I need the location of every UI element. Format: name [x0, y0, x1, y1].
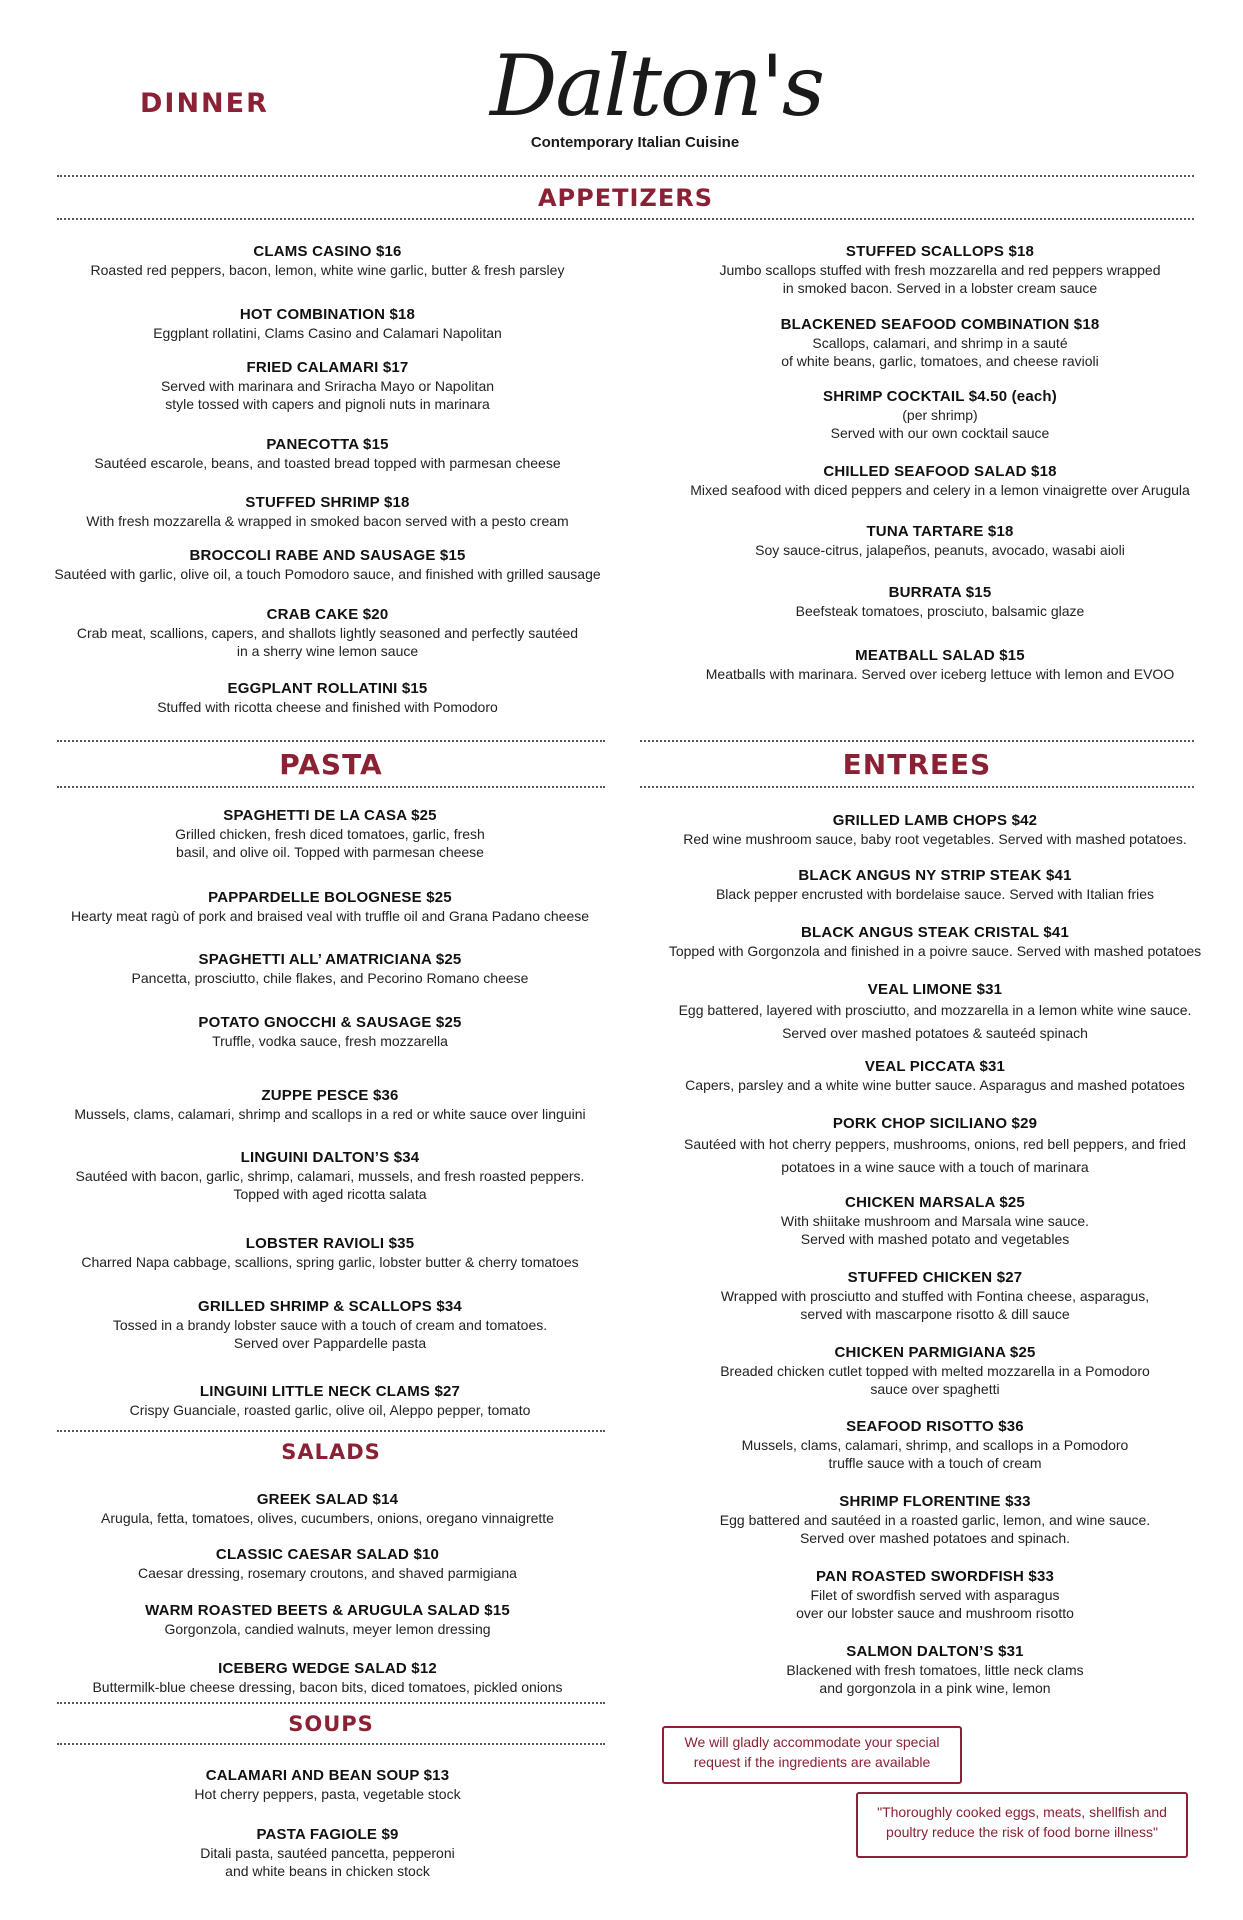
menu-item — [640, 1057, 1230, 1094]
menu-item-name: VEAL PICCATA $31 — [864, 1058, 1006, 1075]
logo-tagline: Contemporary Italian Cuisine — [530, 134, 740, 151]
menu-item — [40, 1148, 620, 1203]
menu-item-name: PORK CHOP SICILIANO $29 — [832, 1115, 1038, 1132]
menu-item-name: ICEBERG WEDGE SALAD $12 — [218, 1660, 437, 1677]
menu-item-name: CLAMS CASINO $16 — [253, 243, 402, 260]
menu-item-description: Gorgonzola, candied walnuts, meyer lemon dressing — [164, 1621, 491, 1637]
menu-item — [40, 1601, 615, 1638]
menu-item — [40, 546, 615, 583]
menu-item-description: Meatballs with marinara. Served over iceberg lettuce with lemon and EVOO — [705, 666, 1175, 682]
menu-item — [640, 1417, 1230, 1472]
menu-item — [650, 583, 1230, 620]
section-title-soups: SOUPS — [288, 1712, 374, 1736]
menu-item-description: Breaded chicken cutlet topped with melted mozzarella in a Pomodoro — [720, 1363, 1150, 1379]
menu-item-name: BROCCOLI RABE AND SAUSAGE $15 — [189, 547, 466, 564]
menu-item-description: Mussels, clams, calamari, shrimp and scallops in a red or white sauce over linguini — [74, 1106, 586, 1122]
menu-item-description: potatoes in a wine sauce with a touch of marinara — [781, 1159, 1089, 1175]
menu-item-description: Crispy Guanciale, roasted garlic, olive oil, Aleppo pepper, tomato — [129, 1402, 531, 1418]
menu-item-description: of white beans, garlic, tomatoes, and cheese ravioli — [781, 353, 1099, 369]
note-line: poultry reduce the risk of food borne illness" — [886, 1824, 1158, 1840]
menu-item-name: CLASSIC CAESAR SALAD $10 — [215, 1546, 440, 1563]
menu-item-description: Served over mashed potatoes & sauteéd spinach — [782, 1025, 1088, 1041]
menu-item-description: Ditali pasta, sautéed pancetta, pepperoni — [200, 1845, 455, 1861]
divider — [640, 786, 1194, 788]
menu-item-description: Red wine mushroom sauce, baby root vegetables. Served with mashed potatoes. — [683, 831, 1187, 847]
menu-item — [640, 923, 1230, 960]
menu-item — [650, 462, 1230, 499]
menu-item-name: GREEK SALAD $14 — [256, 1491, 399, 1508]
menu-item-description: Jumbo scallops stuffed with fresh mozzarella and red peppers wrapped — [719, 262, 1161, 278]
menu-item-description: With fresh mozzarella & wrapped in smoked bacon served with a pesto cream — [86, 513, 569, 529]
menu-item-description: Served with our own cocktail sauce — [830, 425, 1050, 441]
menu-item-description: With shiitake mushroom and Marsala wine sauce. — [780, 1213, 1090, 1229]
menu-item-name: CHICKEN PARMIGIANA $25 — [834, 1344, 1036, 1361]
menu-item — [40, 1545, 615, 1582]
menu-item — [640, 1114, 1230, 1179]
menu-item — [40, 1659, 615, 1696]
menu-item-description: Scallops, calamari, and shrimp in a sauté — [812, 335, 1068, 351]
menu-item-name: SALMON DALTON’S $31 — [846, 1643, 1024, 1660]
menu-item-description: and gorgonzola in a pink wine, lemon — [819, 1680, 1051, 1696]
menu-item-name: EGGPLANT ROLLATINI $15 — [227, 680, 428, 697]
menu-item — [40, 1825, 615, 1880]
menu-item — [40, 1297, 620, 1352]
section-title-pasta: PASTA — [279, 748, 383, 781]
menu-item-name: PAPPARDELLE BOLOGNESE $25 — [208, 889, 452, 906]
menu-item — [40, 679, 615, 716]
divider — [640, 740, 1194, 742]
divider — [57, 218, 1194, 220]
menu-item — [650, 646, 1230, 683]
menu-item — [650, 522, 1230, 559]
menu-item — [40, 1086, 620, 1123]
menu-item — [40, 1382, 620, 1419]
menu-item — [40, 1766, 615, 1803]
menu-item-description: Capers, parsley and a white wine butter sauce. Asparagus and mashed potatoes — [685, 1077, 1185, 1093]
menu-item — [40, 806, 620, 861]
menu-item-name: SPAGHETTI DE LA CASA $25 — [223, 807, 437, 824]
menu-item-name: CALAMARI AND BEAN SOUP $13 — [205, 1767, 450, 1784]
menu-item-description: Hot cherry peppers, pasta, vegetable stock — [194, 1786, 461, 1802]
menu-item — [40, 1013, 620, 1050]
menu-item-description: sauce over spaghetti — [870, 1381, 1000, 1397]
menu-item-description: Tossed in a brandy lobster sauce with a touch of cream and tomatoes. — [112, 1317, 548, 1333]
menu-item-name: PAN ROASTED SWORDFISH $33 — [815, 1568, 1055, 1585]
menu-item — [40, 493, 615, 530]
menu-item-description: Served over Pappardelle pasta — [233, 1335, 427, 1351]
menu-item-description: Hearty meat ragù of pork and braised veal with truffle oil and Grana Padano cheese — [70, 908, 590, 924]
menu-item-name: CHICKEN MARSALA $25 — [845, 1194, 1025, 1211]
menu-item — [40, 950, 620, 987]
menu-item-description: Caesar dressing, rosemary croutons, and shaved parmigiana — [138, 1565, 517, 1581]
menu-item-name: LINGUINI DALTON’S $34 — [240, 1149, 420, 1166]
menu-item — [650, 387, 1230, 442]
section-title-salads: SALADS — [281, 1440, 381, 1464]
menu-item-description: Mussels, clams, calamari, shrimp, and scallops in a Pomodoro — [741, 1437, 1129, 1453]
menu-item-description: Egg battered and sautéed in a roasted garlic, lemon, and wine sauce. — [719, 1512, 1151, 1528]
menu-item — [40, 1490, 615, 1527]
menu-item-name: LOBSTER RAVIOLI $35 — [245, 1235, 415, 1252]
menu-item-name: STUFFED SHRIMP $18 — [245, 494, 410, 511]
menu-item-description: Mixed seafood with diced peppers and celery in a lemon vinaigrette over Arugula — [690, 482, 1190, 498]
menu-item — [640, 1567, 1230, 1622]
menu-item-description: Buttermilk-blue cheese dressing, bacon bits, diced tomatoes, pickled onions — [92, 1679, 563, 1695]
menu-item — [40, 1234, 620, 1271]
menu-item — [640, 1343, 1230, 1398]
divider — [57, 740, 605, 742]
menu-item-description: Served with marinara and Sriracha Mayo or Napolitan — [160, 378, 495, 394]
menu-item-name: CRAB CAKE $20 — [266, 606, 389, 623]
food-safety-note — [856, 1792, 1188, 1858]
menu-item-description: truffle sauce with a touch of cream — [828, 1455, 1042, 1471]
menu-item-name: SEAFOOD RISOTTO $36 — [846, 1418, 1024, 1435]
divider — [57, 1430, 605, 1432]
menu-item — [40, 242, 615, 279]
note-line: "Thoroughly cooked eggs, meats, shellfish and — [877, 1804, 1167, 1820]
menu-item-description: Blackened with fresh tomatoes, little neck clams — [786, 1662, 1084, 1678]
section-title-entrees: ENTREES — [842, 748, 992, 781]
note-line: request if the ingredients are available — [693, 1754, 931, 1770]
menu-item-description: Pancetta, prosciutto, chile flakes, and Pecorino Romano cheese — [131, 970, 529, 986]
menu-item-description: Soy sauce-citrus, jalapeños, peanuts, avocado, wasabi aioli — [755, 542, 1125, 558]
menu-item-description: Roasted red peppers, bacon, lemon, white wine garlic, butter & fresh parsley — [90, 262, 565, 278]
menu-item-description: Truffle, vodka sauce, fresh mozzarella — [212, 1033, 448, 1049]
menu-item-name: SPAGHETTI ALL’ AMATRICIANA $25 — [198, 951, 462, 968]
menu-item-name: POTATO GNOCCHI & SAUSAGE $25 — [198, 1014, 462, 1031]
menu-item-name: GRILLED LAMB CHOPS $42 — [832, 812, 1038, 829]
menu-item-name: SHRIMP FLORENTINE $33 — [839, 1493, 1031, 1510]
menu-item-name: BLACKENED SEAFOOD COMBINATION $18 — [780, 316, 1100, 333]
menu-item — [40, 888, 620, 925]
menu-item-description: Black pepper encrusted with bordelaise sauce. Served with Italian fries — [715, 886, 1155, 902]
menu-item-name: GRILLED SHRIMP & SCALLOPS $34 — [198, 1298, 462, 1315]
menu-item-name: MEATBALL SALAD $15 — [855, 647, 1025, 664]
special-request-note — [662, 1726, 962, 1784]
menu-item — [40, 605, 615, 660]
menu-item-name: BLACK ANGUS NY STRIP STEAK $41 — [798, 867, 1072, 884]
menu-item-name: BURRATA $15 — [888, 584, 992, 601]
note-line: We will gladly accommodate your special — [684, 1734, 940, 1750]
menu-item — [650, 242, 1230, 297]
menu-item-description: Wrapped with prosciutto and stuffed with Fontina cheese, asparagus, — [720, 1288, 1150, 1304]
menu-item-name: LINGUINI LITTLE NECK CLAMS $27 — [199, 1383, 461, 1400]
menu-item — [40, 305, 615, 342]
menu-item — [40, 435, 615, 472]
meal-title: DINNER — [140, 88, 269, 119]
divider — [57, 1702, 605, 1704]
menu-item-description: Sautéed with garlic, olive oil, a touch Pomodoro sauce, and finished with grilled sausage — [54, 566, 601, 582]
menu-item-description: Served with mashed potato and vegetables — [800, 1231, 1070, 1247]
divider — [57, 786, 605, 788]
menu-item-description: Stuffed with ricotta cheese and finished with Pomodoro — [157, 699, 498, 715]
section-title-appetizers: APPETIZERS — [537, 184, 713, 212]
menu-item-description: Beefsteak tomatoes, prosciuto, balsamic glaze — [795, 603, 1085, 619]
menu-item-description: in smoked bacon. Served in a lobster cream sauce — [782, 280, 1098, 296]
menu-item-name: PANECOTTA $15 — [266, 436, 389, 453]
menu-item-description: style tossed with capers and pignoli nuts in marinara — [165, 396, 490, 412]
divider — [57, 1743, 605, 1745]
menu-item-description: Topped with aged ricotta salata — [233, 1186, 427, 1202]
menu-item-description: in a sherry wine lemon sauce — [236, 643, 419, 659]
menu-item-description: over our lobster sauce and mushroom risotto — [796, 1605, 1074, 1621]
menu-item — [640, 980, 1230, 1045]
menu-item-description: Topped with Gorgonzola and finished in a poivre sauce. Served with mashed potatoes — [668, 943, 1202, 959]
menu-item-description: Arugula, fetta, tomatoes, olives, cucumbers, onions, oregano vinnaigrette — [101, 1510, 554, 1526]
menu-item-description: Served over mashed potatoes and spinach. — [799, 1530, 1071, 1546]
menu-item-description: basil, and olive oil. Topped with parmesan cheese — [176, 844, 484, 860]
menu-item-name: FRIED CALAMARI $17 — [246, 359, 409, 376]
menu-item-name: ZUPPE PESCE $36 — [261, 1087, 399, 1104]
menu-item-description: and white beans in chicken stock — [225, 1863, 430, 1879]
menu-item-name: CHILLED SEAFOOD SALAD $18 — [823, 463, 1057, 480]
menu-item-description: (per shrimp) — [902, 407, 978, 423]
logo-wordmark: Dalton's — [490, 37, 823, 135]
menu-item-name: PASTA FAGIOLE $9 — [256, 1826, 399, 1843]
menu-item-description: Charred Napa cabbage, scallions, spring garlic, lobster butter & cherry tomatoes — [81, 1254, 579, 1270]
menu-item-name: STUFFED SCALLOPS $18 — [845, 243, 1035, 260]
menu-item — [640, 811, 1230, 848]
menu-item-name: HOT COMBINATION $18 — [239, 306, 416, 323]
menu-item-name: BLACK ANGUS STEAK CRISTAL $41 — [800, 924, 1070, 941]
menu-item-description: Sautéed with bacon, garlic, shrimp, calamari, mussels, and fresh roasted peppers. — [75, 1168, 585, 1184]
menu-item-description: Egg battered, layered with prosciutto, and mozzarella in a lemon white wine sauce. — [678, 1002, 1192, 1018]
menu-item-description: Crab meat, scallions, capers, and shallots lightly seasoned and perfectly sautéed — [76, 625, 579, 641]
restaurant-logo — [490, 37, 823, 151]
menu-item — [640, 1492, 1230, 1547]
menu-item-name: TUNA TARTARE $18 — [866, 523, 1014, 540]
menu-item-name: VEAL LIMONE $31 — [867, 981, 1003, 998]
menu-item-description: Filet of swordfish served with asparagus — [810, 1587, 1060, 1603]
menu-item — [640, 1268, 1230, 1323]
menu-item-name: STUFFED CHICKEN $27 — [847, 1269, 1023, 1286]
menu-item — [640, 1642, 1230, 1697]
menu-item — [650, 315, 1230, 370]
menu-item-description: Sautéed with hot cherry peppers, mushrooms, onions, red bell peppers, and fried — [684, 1136, 1186, 1152]
divider — [57, 175, 1194, 177]
menu-item-description: served with mascarpone risotto & dill sauce — [800, 1306, 1070, 1322]
menu-item-name: WARM ROASTED BEETS & ARUGULA SALAD $15 — [145, 1602, 510, 1619]
menu-item-description: Eggplant rollatini, Clams Casino and Calamari Napolitan — [153, 325, 502, 341]
menu-item-description: Grilled chicken, fresh diced tomatoes, garlic, fresh — [175, 826, 485, 842]
menu-item — [640, 1193, 1230, 1248]
menu-item — [640, 866, 1230, 903]
menu-item — [40, 358, 615, 413]
menu-item-description: Sautéed escarole, beans, and toasted bread topped with parmesan cheese — [94, 455, 561, 471]
menu-item-name: SHRIMP COCKTAIL $4.50 (each) — [823, 388, 1057, 405]
